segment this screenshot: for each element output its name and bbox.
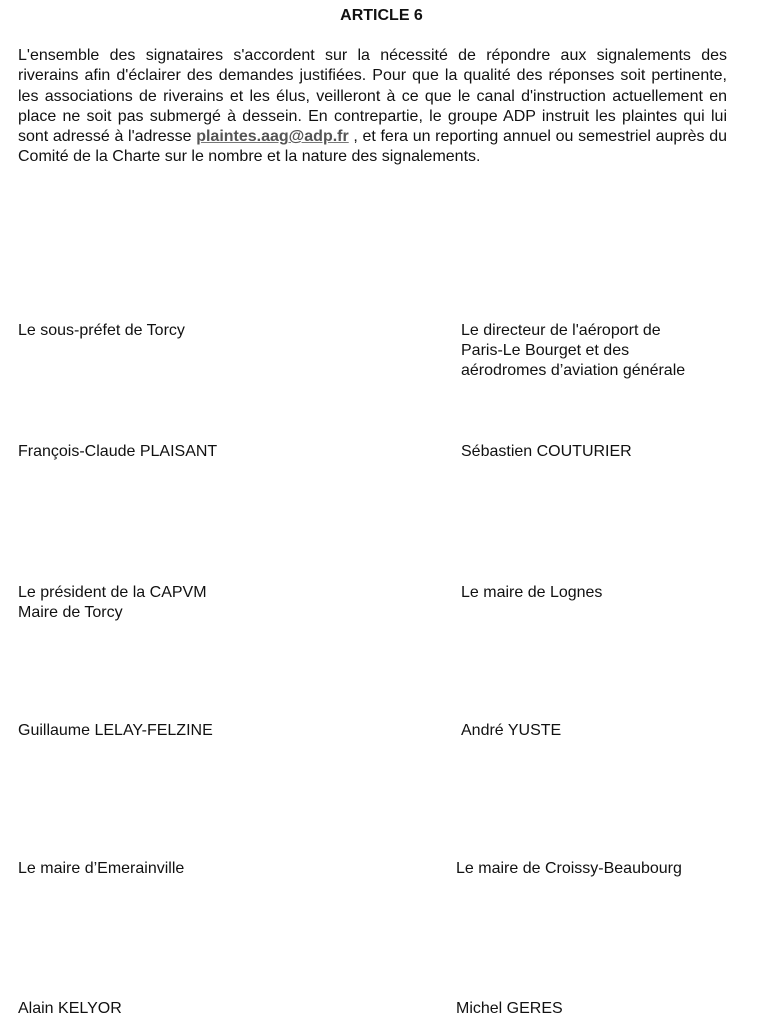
signatory-role-president-capvm: Le président de la CAPVM Maire de Torcy xyxy=(18,584,207,621)
complaints-email-link[interactable]: plaintes.aag@adp.fr xyxy=(196,128,349,146)
signatory-name-plaisant: François-Claude PLAISANT xyxy=(18,443,218,460)
paragraph-text-before-email: L'ensemble des signataires s'accordent sur la nécessité de répondre aux signalements des riverains afin d'éclairer des demandes justifiées. Pour que la qualité des réponses soit pertinente, les associations de riverains et les élus, veilleront à ce que le canal d'instruction actuellement en place ne soit pas submergé à dessein. En contrepartie, le groupe ADP instruit les plaintes qui lui sont adressé à l'adresse xyxy=(18,47,727,146)
signatory-role-maire-lognes: Le maire de Lognes xyxy=(461,584,603,601)
signatory-role-maire-croissy: Le maire de Croissy-Beaubourg xyxy=(456,860,682,877)
signatory-name-couturier: Sébastien COUTURIER xyxy=(461,443,632,460)
signatory-name-kelyor: Alain KELYOR xyxy=(18,1000,122,1017)
signatory-name-yuste: André YUSTE xyxy=(461,722,562,739)
signatory-role-directeur-aeroport: Le directeur de l'aéroport de Paris-Le Bourget et des aérodromes d’aviation générale xyxy=(461,322,686,379)
signatory-name-lelay-felzine: Guillaume LELAY-FELZINE xyxy=(18,722,213,739)
article-title: ARTICLE 6 xyxy=(340,7,423,24)
article-paragraph xyxy=(18,46,727,168)
signatory-role-maire-emerainville: Le maire d’Emerainville xyxy=(18,860,185,877)
signatory-role-sous-prefet: Le sous-préfet de Torcy xyxy=(18,322,185,339)
signatory-name-geres: Michel GERES xyxy=(456,1000,563,1017)
paragraph-text-after-email: , et fera un reporting annuel ou semestriel auprès du Comité de la Charte sur le nombre et la nature des signalements. xyxy=(18,128,727,166)
